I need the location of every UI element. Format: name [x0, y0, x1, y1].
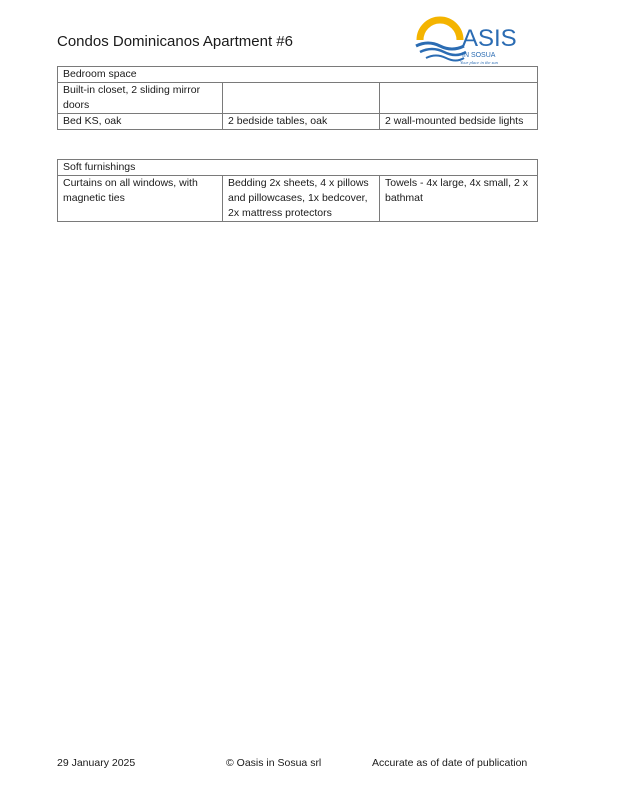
footer-copyright: © Oasis in Sosua srl — [226, 757, 322, 769]
table-heading: Bedroom space — [58, 67, 538, 83]
table-cell: Bedding 2x sheets, 4 x pillows and pillowcases, 1x bedcover, 2x mattress protectors — [223, 176, 380, 222]
wave-icon — [416, 43, 464, 49]
footer-date: 29 January 2025 — [57, 757, 136, 769]
table-row — [58, 176, 538, 222]
table-cell: 2 wall-mounted bedside lights — [380, 114, 538, 130]
table-heading-row — [58, 67, 538, 83]
table-row — [58, 114, 538, 130]
logo-subtext: IN SOSUA — [462, 52, 496, 59]
table-cell — [223, 83, 380, 114]
table-cell: Bed KS, oak — [58, 114, 223, 130]
table-cell: 2 bedside tables, oak — [223, 114, 380, 130]
sun-arc-icon — [420, 20, 460, 40]
oasis-logo-graphic — [412, 12, 538, 66]
wave-icon-2 — [420, 49, 466, 55]
table-heading: Soft furnishings — [58, 160, 538, 176]
bedroom-space-table — [57, 66, 538, 130]
table-cell: Towels - 4x large, 4x small, 2 x bathmat — [380, 176, 538, 222]
table-heading-row — [58, 160, 538, 176]
table-row — [58, 83, 538, 114]
document-title: Condos Dominicanos Apartment #6 — [57, 33, 293, 50]
soft-furnishings-table — [57, 159, 538, 222]
logo-wordmark: ASIS — [462, 25, 517, 52]
wave-icon-3 — [426, 56, 464, 61]
logo-tagline: Your place in the sun — [460, 60, 498, 65]
table-cell: Built-in closet, 2 sliding mirror doors — [58, 83, 223, 114]
table-cell: Curtains on all windows, with magnetic ties — [58, 176, 223, 222]
table-cell — [380, 83, 538, 114]
footer-note: Accurate as of date of publication — [372, 757, 528, 769]
oasis-logo — [412, 12, 538, 66]
